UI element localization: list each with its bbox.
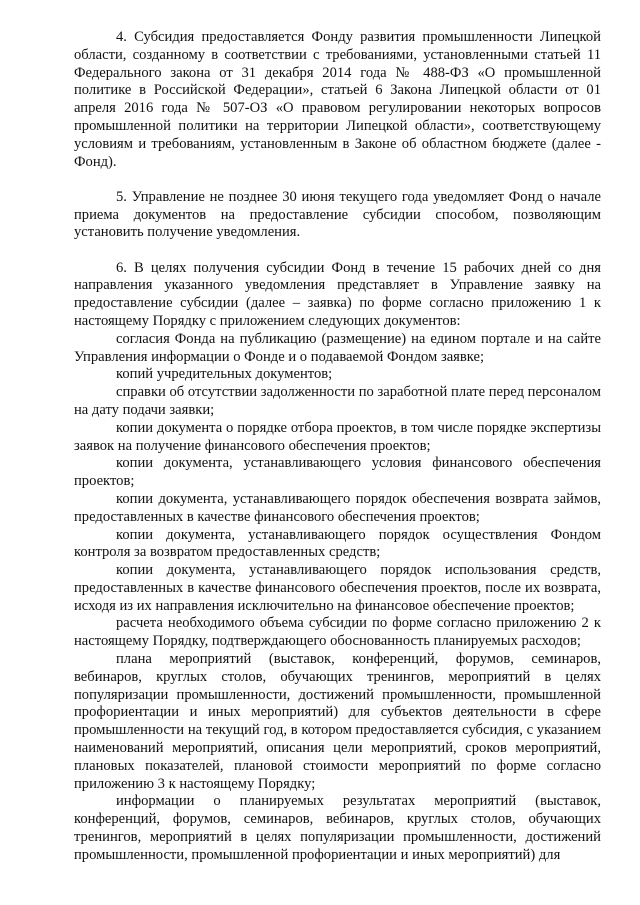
paragraph-5: 5. Управление не позднее 30 июня текущего года уведомляет Фонд о начале приема документов на предоставление субсидии способом, позволяющим установить получение уведомления. [74,188,601,241]
list-item: справки об отсутствии задолженности по заработной плате перед персоналом на дату подачи заявки; [74,384,601,418]
list-item: копии документа о порядке отбора проектов, в том числе порядке экспертизы заявок на получение финансового обеспечения проектов; [74,419,601,454]
list-item: плана мероприятий (выставок, конференций, форумов, семинаров, вебинаров, круглых столов, обучающих тренингов, мероприятий в целях популяризации промышленности, достижений промышленности, промышленной профориентации и иных мероприятий) для субъектов деятельности в сфере промышленности на текущий год, в котором предоставляется субсидия, с указанием наименований мероприятий, описания цели мероприятий, сроков мероприятий, плановых показателей, плановой стоимости мероприятий по форме согласно приложению 3 к настоящему Порядку; [74,651,601,792]
list-item: копии документа, устанавливающего порядок обеспечения возврата займов, предоставленных в качестве финансового обеспечения проектов; [74,490,601,525]
list-item: информации о планируемых результатах мероприятий (выставок, конференций, форумов, семинаров, вебинаров, круглых столов, обучающих тренингов, мероприятий в целях популяризации промышленности, достижений промышленности, промышленной профориентации и иных мероприятий) для [74,793,601,863]
list-item: копий учредительных документов; [116,366,333,383]
list-item: копии документа, устанавливающего условия финансового обеспечения проектов; [74,455,601,490]
list-item: расчета необходимого объема субсидии по форме согласно приложению 2 к настоящему Порядку, подтверждающего обоснованность планируемых расходов; [74,615,601,650]
paragraph-6: 6. В целях получения субсидии Фонд в течение 15 рабочих дней со дня направления указанного уведомления представляет в Управление заявку на предоставление субсидии (далее – заявка) по форме согласно приложению 1 к настоящему Порядку с приложением следующих документов: [74,259,601,329]
document-page [74,29,601,865]
list-item: копии документа, устанавливающего порядок осуществления Фондом контроля за возвратом предоставленных средств; [74,526,601,561]
paragraph-4: 4. Субсидия предоставляется Фонду развития промышленности Липецкой области, созданному в соответствии с требованиями, установленными статьей 11 Федерального закона от 31 декабря 2014 года № 488-ФЗ «О промышленной политике в Российской Федерации», статьей 6 Закона Липецкой области от 01 апреля 2016 года № 507-ОЗ «О правовом регулировании некоторых вопросов промышленной политики на территории Липецкой области», соответствующему условиям и требованиям, установленным в Законе об областном бюджете (далее - Фонд). [74,29,601,170]
list-item: копии документа, устанавливающего порядок использования средств, предоставленных в качестве финансового обеспечения проектов, после их возврата, исходя из их направления исключительно на финансовое обеспечение проектов; [74,562,601,614]
paragraph-gap [74,242,601,259]
paragraph-gap [74,171,601,188]
list-item: согласия Фонда на публикацию (размещение) на едином портале и на сайте Управления информации о Фонде и о подаваемой Фондом заявке; [74,330,601,365]
